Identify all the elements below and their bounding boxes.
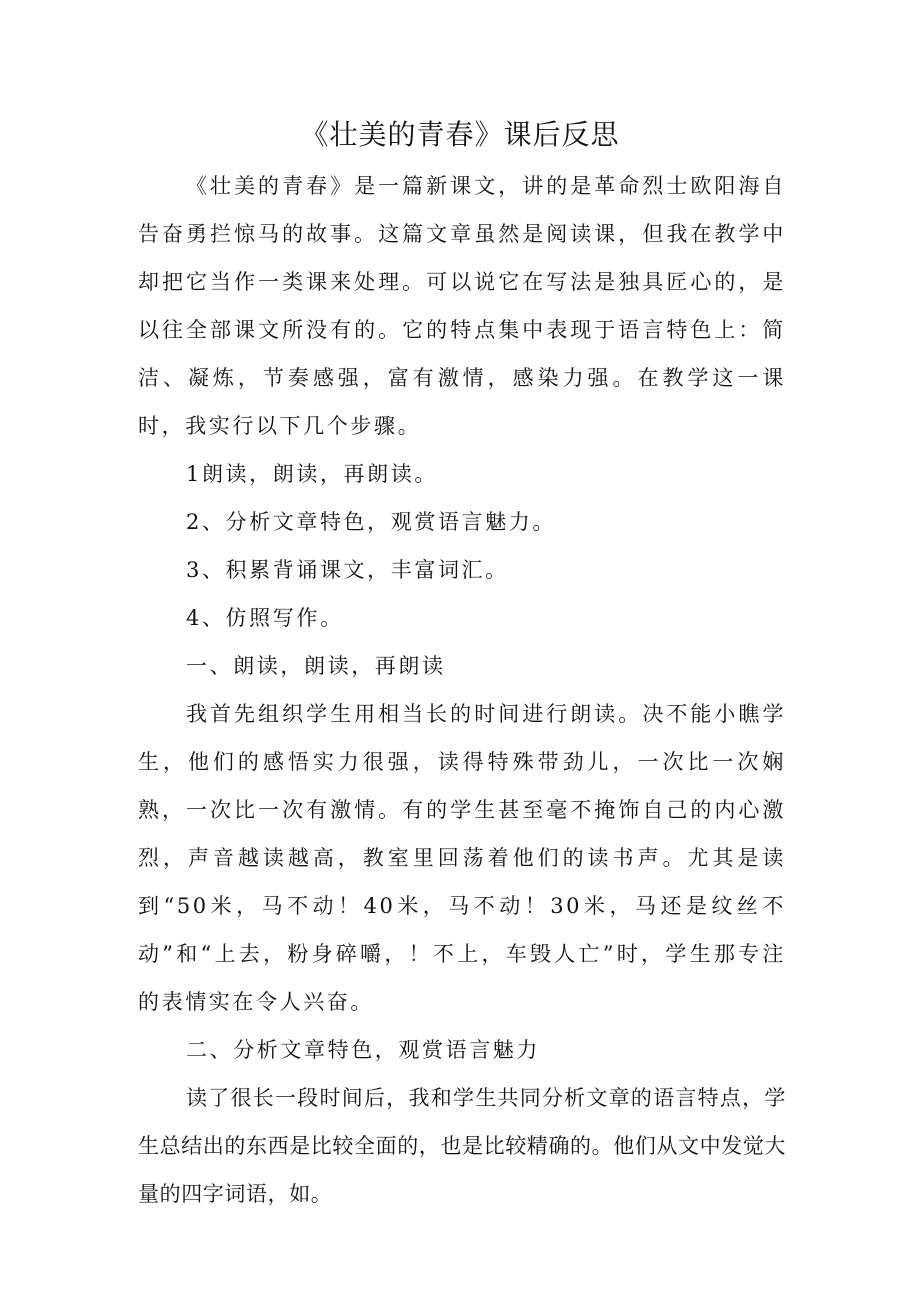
document-title: 《壮美的青春》课后反思 <box>300 118 620 151</box>
step-1-item: 1朗读，朗读，再朗读。 <box>186 462 438 486</box>
section-2-paragraph: 读了很长一段时间后，我和学生共同分析文章的语言特点，学生总结出的东西是比较全面的，也是比较精确的。他们从文中发觉大量的四字词语，如。 <box>138 1086 786 1206</box>
document-body <box>138 162 786 1218</box>
section-1-paragraph: 我首先组织学生用相当长的时间进行朗读。决不能小瞧学生，他们的感悟实力很强，读得特殊带劲儿，一次比一次娴熟，一次比一次有激情。有的学生甚至毫不掩饰自己的内心激烈，声音越读越高，教室里回荡着他们的读书声。尤其是读到“50米，马不动！40米，马不动！30米，马还是纹丝不动”和“上去，粉身碎嚼，！不上，车毁人亡”时，学生那专注的表情实在令人兴奋。 <box>138 702 786 1014</box>
step-3-item: 3、积累背诵课文，丰富词汇。 <box>186 558 509 582</box>
section-1-heading: 一、朗读，朗读，再朗读 <box>186 654 446 678</box>
intro-paragraph: 《壮美的青春》是一篇新课文，讲的是革命烈士欧阳海自告奋勇拦惊马的故事。这篇文章虽然是阅读课，但我在教学中却把它当作一类课来处理。可以说它在写法是独具匠心的，是以往全部课文所没有的。它的特点集中表现于语言特色上：简洁、凝炼，节奏感强，富有激情，感染力强。在教学这一课时，我实行以下几个步骤。 <box>138 174 786 438</box>
section-2-heading: 二、分析文章特色，观赏语言魅力 <box>186 1038 540 1062</box>
step-4-item: 4、仿照写作。 <box>186 606 344 630</box>
step-2-item: 2、分析文章特色，观赏语言魅力。 <box>186 510 556 534</box>
